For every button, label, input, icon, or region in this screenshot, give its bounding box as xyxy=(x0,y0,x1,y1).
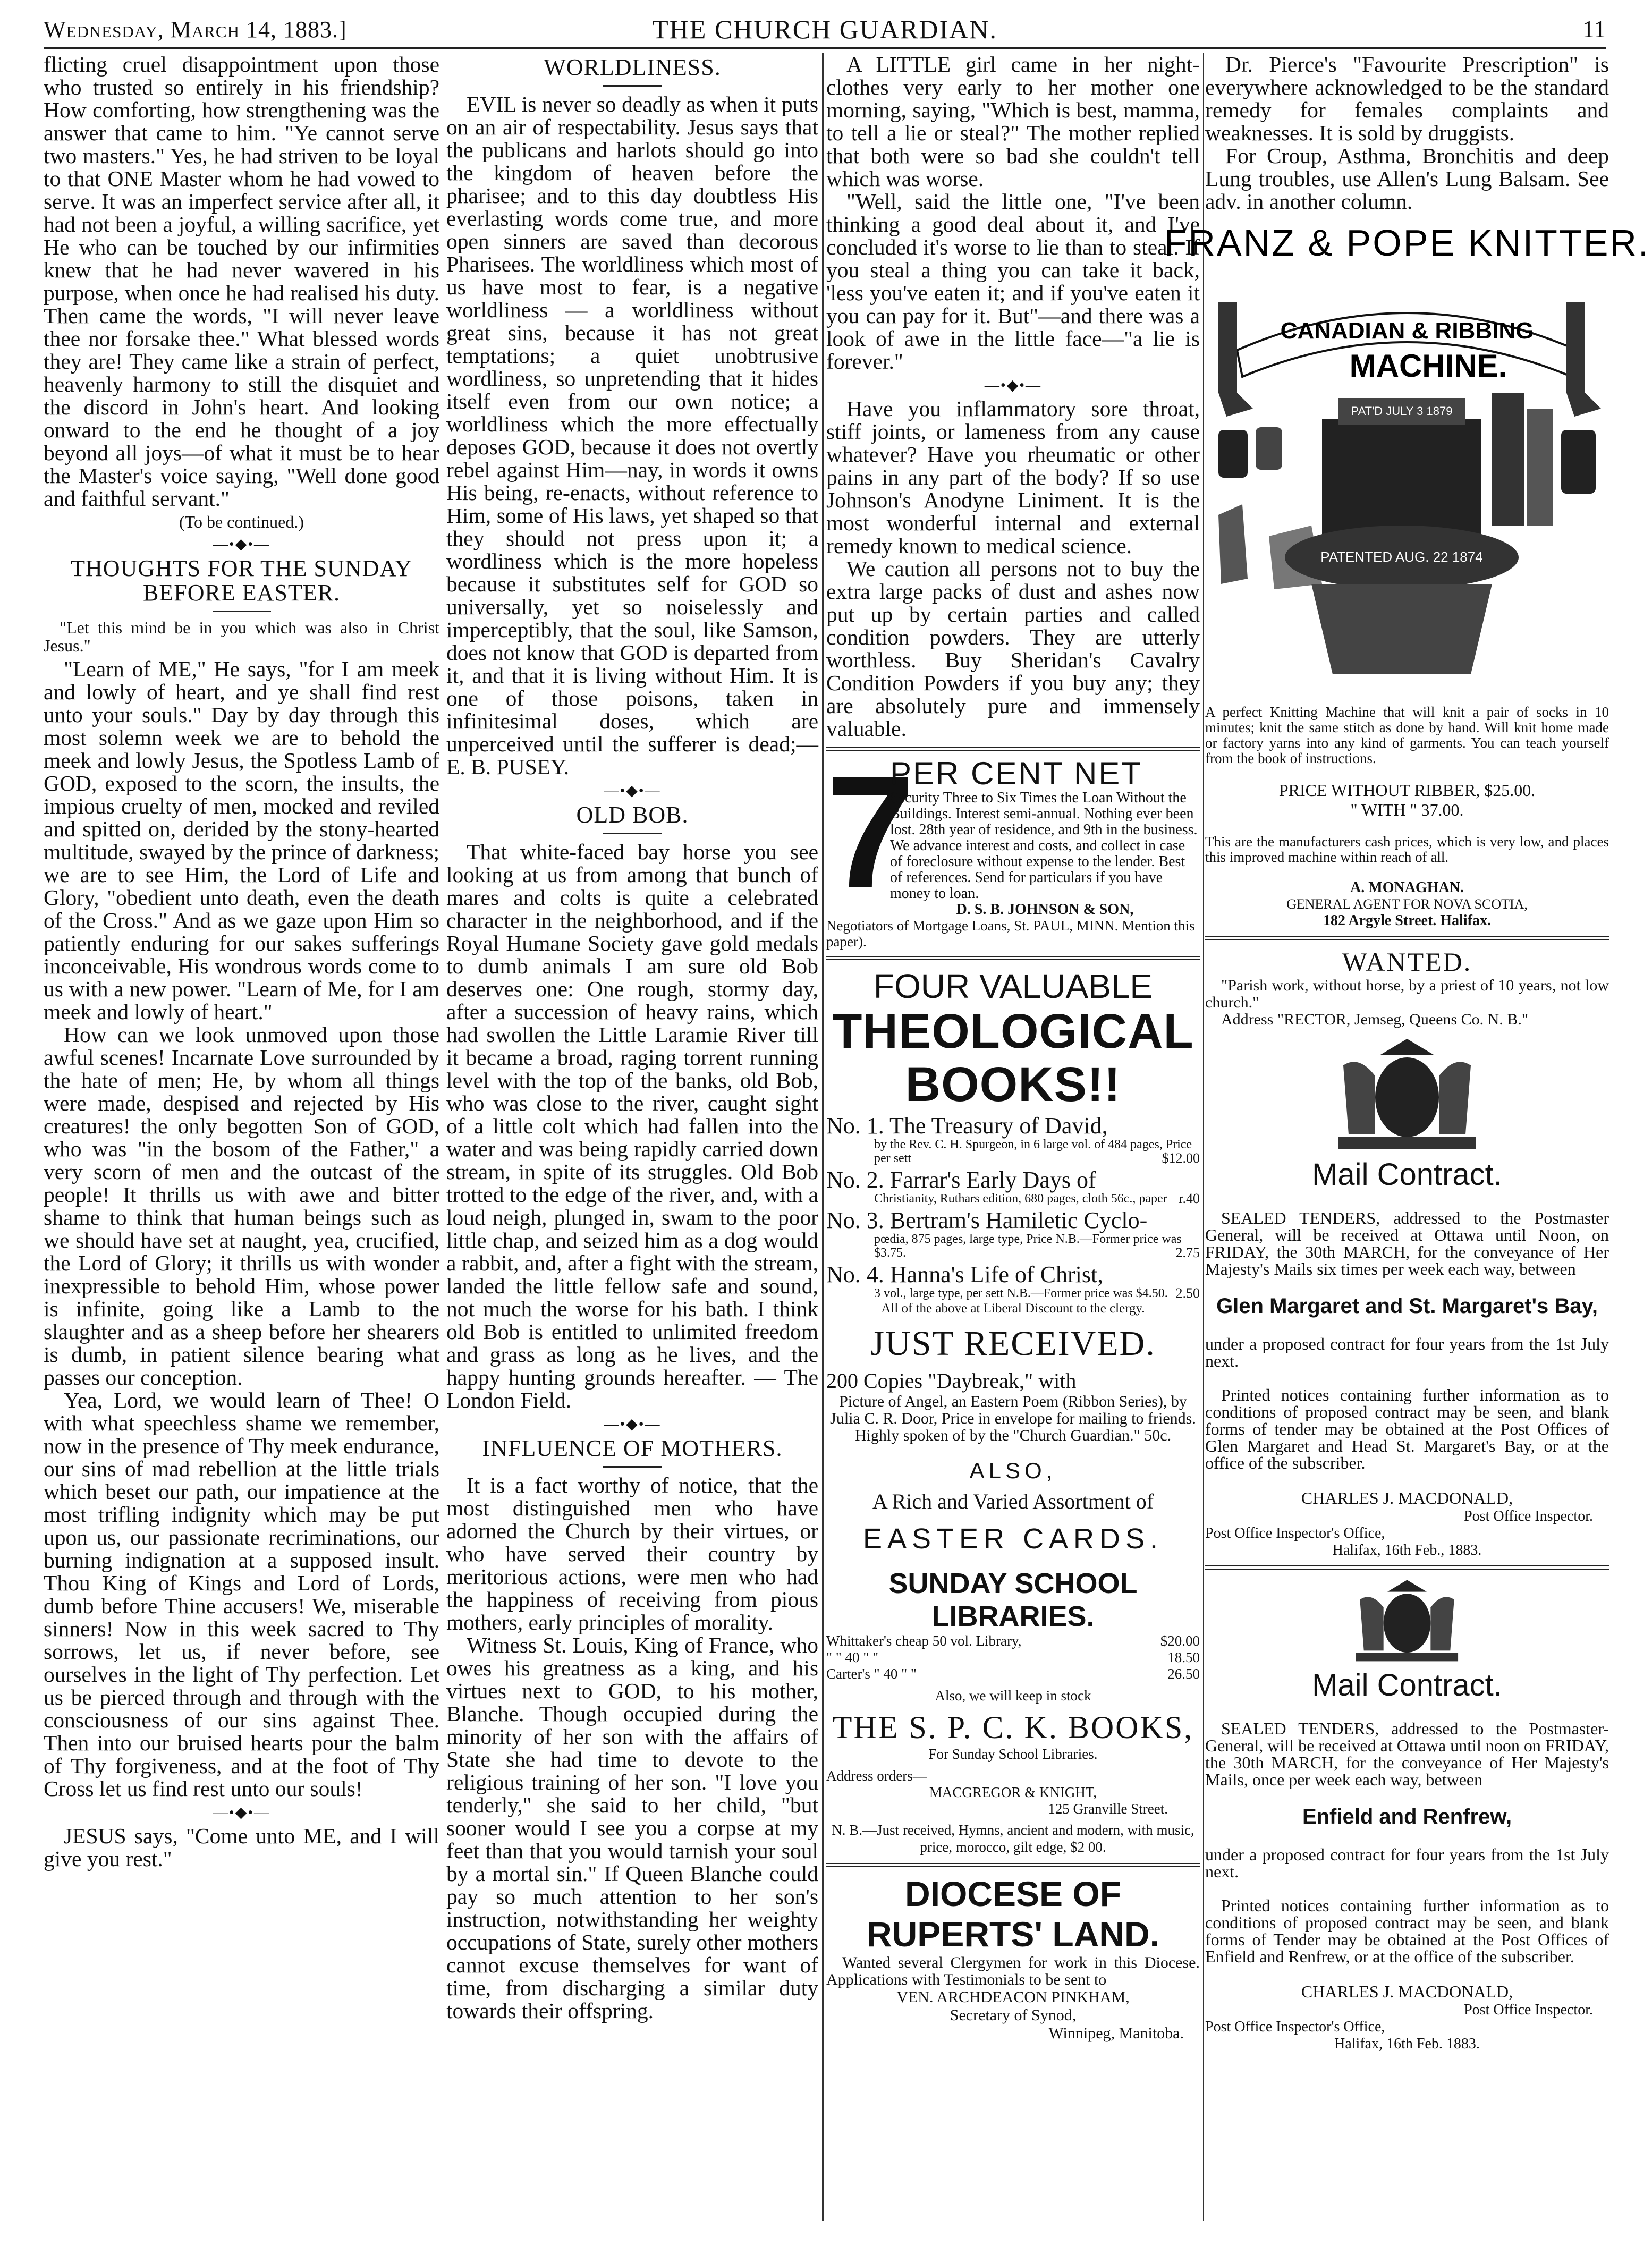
loan-firm-desc: Negotiators of Mortgage Loans, St. PAUL, MINN. Mention this paper). xyxy=(826,918,1195,950)
section-rule xyxy=(1205,936,1609,940)
article-paragraph: "Well, said the little one, "I've been thinking a good deal about it, and I've concluded it's worse to lie than to steal. If you steal a thing you can take it back, 'less you've eaten it; and if you've eaten it you can pay for it. But"—and there was a look of awe in the little face—"a lie is forever." xyxy=(826,189,1200,374)
book-desc: 3 vol., large type, per sett N.B.—Former price was $4.50. xyxy=(874,1286,1168,1300)
price-label: " WITH " xyxy=(1350,800,1417,819)
loan-advert xyxy=(826,742,1200,921)
office-name: Post Office Inspector's Office, xyxy=(1205,2019,1385,2035)
epigraph: "Let this mind be in you which was also in Christ Jesus." xyxy=(44,618,439,655)
book-number: No. 1. xyxy=(826,1113,884,1139)
banner-text: CANADIAN & RIBBING xyxy=(1280,318,1534,344)
heading-rule xyxy=(603,85,662,87)
spck-heading: THE S. P. C. K. BOOKS, xyxy=(832,1710,1194,1745)
ornament-divider: ―•◆•― xyxy=(984,377,1042,394)
machine-label: MACHINE. xyxy=(1349,348,1507,384)
article-heading: THOUGHTS FOR THE SUNDAY BEFORE EASTER. xyxy=(71,555,412,606)
column-1 xyxy=(44,53,439,2221)
library-price: 18.50 xyxy=(1167,1649,1200,1665)
ornament-divider: ―•◆•― xyxy=(213,1804,270,1821)
spck-subheading: For Sunday School Libraries. xyxy=(928,1746,1098,1762)
yarn-spool xyxy=(1492,393,1524,526)
library-name: " " 40 " " xyxy=(826,1649,879,1665)
article-paragraph: Witness St. Louis, King of France, who owes his greatness as a king, and his virtues next to GOD, to his mother, Blanche. Though occupied during the minority of her son with the affairs of State she had time to devote to the religious training of her son. "I love you tenderly," she said to her child, "but sooner would I see you a corpse at my feet than that you would tarnish your soul by a mortal sin." If Queen Blanche could pay so much attention to her son's instruction, notwithstanding her weighty occupations of State, surely other mothers cannot excuse themselves for want of time, from discharging a similar duty towards their offspring. xyxy=(446,1633,818,2023)
article-paragraph: EVIL is never so deadly as when it puts on an air of respectability. Jesus says that the publicans and harlots should go into the kingdom of heaven before the pharisee; and to this day doubtless His everlasting words come true, and more open sinners are saved than decorous Pharisees. The worldliness which most of us have most to fear, is a negative worldliness — a worldliness without great sins, because it has not great temptations; a quiet unobtrusive wordliness, so unpretending that it hides itself even from our own notice; a worldliness which the more effectually deposes GOD, because it does not overtly rebel against Him—nay, in words it owns His being, re-enacts, without reference to Him, some of His laws, yet shaped so that they should not press upon it; a wordliness which is the more hopeless because it substitutes self for GOD so universally, yet so noiselessly and imperceptibly, that the soul, like Samson, does not know that GOD is departed from it, and that it is living without Him. It is one of those poisons, taken in infinitesimal doses, which are unperceived until the sufferer is dead;—E. B. PUSEY. xyxy=(446,92,818,779)
article-paragraph: Yea, Lord, we would learn of Thee! O with what speechless shame we remember, now in the presence of Thy meek endurance, our sins of mad rebellion at the little trials which beset our path, our impatience at the most trifling indignity which may be put upon us, our passionate recriminations, our burning indignation at a supposed insult. Thou King of Kings and Lord of Lords, dumb before Thine accusers! We, miserable sinners! Now in this week sacred to Thy sorrows, let us, if never before, see ourselves in the light of Thy perfection. Let us be pierced through and through with the consciousness of our sins against Thee. Then into our bruised hearts pour the balm of Thy forgiveness, and at the foot of Thy Cross let us find rest unto our souls! xyxy=(44,1388,439,1801)
column-rule xyxy=(822,53,824,2221)
stock-note: Also, we will keep in stock xyxy=(935,1688,1091,1704)
book-price: 2.50 xyxy=(1175,1285,1200,1301)
column-rule xyxy=(443,53,444,2221)
book-item xyxy=(826,1263,1200,1300)
book-title: Farrar's Early Days of xyxy=(889,1167,1096,1193)
ornament-divider: ―•◆•― xyxy=(604,1416,661,1433)
book-item xyxy=(826,1209,1200,1260)
lung-balsam-advert: For Croup, Asthma, Bronchitis and deep Lung troubles, use Allen's Lung Balsam. See adv. in another column. xyxy=(1205,143,1609,214)
tender-text: under a proposed contract for four years from the 1st July next. xyxy=(1205,1334,1609,1370)
address-street: 125 Granville Street. xyxy=(1048,1801,1168,1817)
signature-name: CHARLES J. MACDONALD, xyxy=(1301,1488,1513,1507)
agent-address: 182 Argyle Street. Halifax. xyxy=(1323,912,1491,929)
books-heading-2: THEOLOGICAL BOOKS!! xyxy=(832,1004,1194,1112)
book-desc: Christianity, Ruthars edition, 680 pages, cloth 56c., paper xyxy=(874,1192,1167,1206)
library-price: 26.50 xyxy=(1167,1666,1200,1682)
article-paragraph: How can we look unmoved upon those awful scenes! Incarnate Love surrounded by the hate of men; He, by whom all things were made, despised and rejected by His creatures! the only begotten Son of GOD, who was "in the bosom of the Father," a very scorn of men and the outcast of the people! It thrills us with awe and bitter shame to think that human beings such as we should have set at naught, yea, crucified, the Lord of Glory; it thrills us with wonder inexpressible to behold Him, whose power is infinite, going like a Lamb to the slaughter and as a sheep before her shearers is dumb, in patient silence bearing what passes our conception. xyxy=(44,1022,439,1390)
also-label: ALSO, xyxy=(969,1458,1057,1483)
books-note: All of the above at Liberal Discount to the clergy. xyxy=(881,1301,1145,1316)
section-rule xyxy=(1205,1565,1609,1570)
knitter-caption: A perfect Knitting Machine that will knit a pair of socks in 10 minutes; knit the same stitch as done by hand. Will knit home made or factory yarns into any kind of garments. You can teach yourself from the book of instructions. xyxy=(1205,704,1609,766)
patent-plate: PAT'D JULY 3 1879 xyxy=(1351,404,1453,418)
tender-text: Printed notices containing further information as to conditions of proposed contract may be seen, and blank forms of Tender may be obtained at the Post Offices of Enfield and Renfrew, or at the office of the subscriber. xyxy=(1205,1896,1609,1966)
column-3 xyxy=(826,53,1200,2221)
book-item xyxy=(826,1114,1200,1165)
article-paragraph: It is a fact worthy of notice, that the most distinguished men who have adorned the Church by their virtues, or who have served their country by meritorious actions, were men who had the happiness of receiving from pious mothers, early principles of morality. xyxy=(446,1473,818,1634)
diocese-heading: DIOCESE OF RUPERTS' LAND. xyxy=(866,1874,1160,1954)
tender-text: Printed notices containing further information as to conditions of proposed contract may be seen, and blank forms of tender may be obtained at the Post Offices of Glen Margaret and Head St. Margaret's Bay, or at the office of the subscriber. xyxy=(1205,1385,1609,1472)
ornament-divider: ―•◆•― xyxy=(213,536,270,553)
mail-route: Enfield and Renfrew, xyxy=(1302,1805,1512,1828)
daybreak-price: 50c. xyxy=(1144,1427,1172,1444)
hymns-note: N. B.—Just received, Hymns, ancient and modern, with music, price, morocco, gilt edge, $2 00. xyxy=(832,1822,1194,1855)
office-date: Halifax, 16th Feb. 1883. xyxy=(1334,2036,1480,2052)
book-title: Hanna's Life of Christ, xyxy=(889,1261,1104,1287)
article-paragraph: A LITTLE girl came in her night-clothes very early to her mother one morning, saying, "Which is best, mamma, to tell a lie or steal?" The mother replied that both were so bad she couldn't tell which was worse. xyxy=(826,52,1200,191)
liniment-advert: Have you inflammatory sore throat, stiff joints, or lameness from any cause whatever? Have you rheumatic or other pains in any part of the body? If so use Johnson's Anodyne Liniment. It is the most wonderful internal and external remedy known to medical science. xyxy=(826,396,1200,558)
mitten-icon xyxy=(1218,430,1248,478)
table-row xyxy=(826,1633,1200,1649)
tender-text: under a proposed contract for four years from the 1st July next. xyxy=(1205,1845,1609,1881)
column-2 xyxy=(446,53,818,2221)
heading-rule xyxy=(603,833,662,834)
column-rule xyxy=(1202,53,1204,2221)
newspaper-title: THE CHURCH GUARDIAN. xyxy=(652,14,997,44)
table-row xyxy=(826,1649,1200,1666)
price-label: PRICE WITHOUT RIBBER, xyxy=(1278,781,1480,800)
glove-icon xyxy=(1561,430,1596,494)
mitten-icon xyxy=(1256,427,1282,470)
agent-name: A. MONAGHAN. xyxy=(1350,879,1464,896)
wanted-text: "Parish work, without horse, by a priest of 10 years, not low church." xyxy=(1205,977,1609,1011)
wanted-heading: WANTED. xyxy=(1342,947,1472,977)
knitting-machine-illustration xyxy=(1164,217,1650,690)
tender-text: SEALED TENDERS, addressed to the Postmaster General, will be received at Ottawa until Noon, on FRIDAY, the 30th MARCH, for the conveyance of Her Majesty's Mails six times per week each way, between xyxy=(1205,1208,1609,1278)
section-rule xyxy=(826,1863,1200,1867)
address-label: Address orders— xyxy=(826,1768,927,1784)
clergy-wanted: Wanted several Clergymen for work in this Diocese. Applications with Testimonials to be sent to xyxy=(826,1954,1200,1988)
price-note: This are the manufacturers cash prices, which is very low, and places this improved machine within reach of all. xyxy=(1205,834,1609,865)
article-heading: OLD BOB. xyxy=(576,802,689,828)
article-heading: INFLUENCE OF MOTHERS. xyxy=(482,1435,783,1461)
wanted-address: Address "RECTOR, Jemseg, Queens Co. N. B." xyxy=(1221,1011,1529,1028)
book-price: r.40 xyxy=(1179,1191,1200,1206)
loan-seven: 7 xyxy=(826,742,915,921)
section-rule xyxy=(826,956,1200,960)
masthead xyxy=(44,10,1606,49)
issue-date: Wednesday, March 14, 1883.] xyxy=(44,16,347,43)
daybreak-title: 200 Copies "Daybreak," with xyxy=(826,1369,1077,1393)
ornament-divider: ―•◆•― xyxy=(604,783,661,799)
book-number: No. 3. xyxy=(826,1207,884,1233)
signature-title: Post Office Inspector. xyxy=(1464,1508,1593,1524)
just-received-heading: JUST RECEIVED. xyxy=(870,1324,1156,1363)
daybreak-text: Picture of Angel, an Eastern Poem (Ribbon Series), by Julia C. R. Door, Price in envelope for mailing to friends. Highly spoken of by the "Church Guardian." xyxy=(830,1393,1196,1444)
loan-title: PER CENT NET xyxy=(890,756,1142,791)
signature-name: CHARLES J. MACDONALD, xyxy=(1301,1982,1513,2001)
signature-title: Post Office Inspector. xyxy=(1464,2002,1593,2018)
price-line xyxy=(1205,800,1609,820)
prescription-advert: Dr. Pierce's "Favourite Prescription" is everywhere acknowledged to be the standard remedy for females complaints and weaknesses. It is sold by druggists. xyxy=(1205,52,1609,145)
price-value: 37.00. xyxy=(1421,800,1464,819)
synod-secretary: Secretary of Synod, xyxy=(950,2006,1077,2024)
book-price: $12.00 xyxy=(1162,1150,1200,1166)
tender-text: SEALED TENDERS, addressed to the Postmaster-General, will be received at Ottawa until noon on FRIDAY, the 30th MARCH, for the conveyance of Her Majesty's Mails, once per week each way, between xyxy=(1205,1719,1609,1789)
royal-crest-icon xyxy=(1301,1033,1513,1156)
page-number: 11 xyxy=(1582,15,1606,43)
office-name: Post Office Inspector's Office, xyxy=(1205,1525,1385,1541)
office-date: Halifax, 16th Feb., 1883. xyxy=(1332,1542,1482,1558)
continued-note: (To be continued.) xyxy=(179,512,304,531)
sock-icon xyxy=(1566,302,1601,417)
books-heading: FOUR VALUABLE xyxy=(873,967,1153,1005)
article-heading: WORLDLINESS. xyxy=(544,54,721,80)
mail-route: Glen Margaret and St. Margaret's Bay, xyxy=(1216,1294,1598,1318)
knitter-title: FRANZ & POPE KNITTER. xyxy=(1164,222,1650,264)
mail-contract-heading: Mail Contract. xyxy=(1312,1157,1502,1192)
loan-text: Security Three to Six Times the Loan Without the Buildings. Interest semi-annual. Nothing ever been lost. 28th year of residence, and 9th in the business. We advance interest and costs, and collect in case of foreclosure without expense to the lender. Best of references. Send for particulars if you have money to loan. xyxy=(890,790,1198,902)
book-item xyxy=(826,1168,1200,1206)
article-paragraph: That white-faced bay horse you see looking at us from among that bunch of mares and colts is quite a celebrated character in the neighborhood, and if the Royal Humane Society gave gold medals to dumb animals I am sure old Bob deserves one: One rough, stormy day, after a succession of heavy rains, which had swollen the Little Laramie River till it became a broad, raging torrent running level with the top of the banks, old Bob, who was close to the river, caught sight of a little colt which had fallen into the water and was being rapidly carried down stream, in spite of its struggles. Old Bob trotted to the edge of the river, and, with a loud neigh, plunged in, swam to the poor little chap, and seized him as a dog would a rabbit, and, after a fight with the stream, landed the little fellow safe and sound, not much the worse for his bath. I think old Bob is entitled to unlimited freedom and grass as long as he lives, and the happy hunting grounds hereafter. — The London Field. xyxy=(446,840,818,1412)
loan-body xyxy=(890,757,1200,918)
stocking-icon xyxy=(1218,504,1248,584)
price-value: $25.00. xyxy=(1484,781,1536,800)
heading-rule xyxy=(213,611,271,612)
book-list xyxy=(826,1114,1200,1300)
winnipeg-address: Winnipeg, Manitoba. xyxy=(1048,2024,1184,2042)
library-name: Carter's " 40 " " xyxy=(826,1666,917,1682)
agent-title: GENERAL AGENT FOR NOVA SCOTIA, xyxy=(1286,896,1528,912)
heading-rule xyxy=(603,1466,662,1468)
book-price: 2.75 xyxy=(1175,1245,1200,1260)
machine-body xyxy=(1322,419,1481,536)
article-paragraph: "Learn of ME," He says, "for I am meek and lowly of heart, and ye shall find rest unto your souls." Day by day through this most solemn week we are to behold the meek and lowly Jesus, the Spotless Lamb of GOD, exposed to the scorn, the insults, the impious cruelty of men, mocked and reviled and spitted on, derided by the stony-hearted multitude, swayed by the prince of darkness; we are to see Him, the Lord of Life and Glory, "obedient unto death, even the death of the Cross." And as we gaze upon Him so patiently enduring for our sakes sufferings inconceivable, His wondrous words come to us with a new power. "Learn of Me, for I am meek and lowly of heart." xyxy=(44,657,439,1024)
daybreak-desc xyxy=(826,1393,1200,1444)
libraries-heading: SUNDAY SCHOOL LIBRARIES. xyxy=(888,1568,1138,1632)
article-paragraph: flicting cruel disappointment upon those who trusted so entirely in his friendship? How comforting, how strengthening was the answer that came to him. "Ye cannot serve two masters." Yes, he had striven to be loyal to that ONE Master whom he had vowed to serve. It was an imperfect service after all, it had not been a joyful, a willing sacrifice, yet He who can be touched by our infirmities knew that he had never wavered in his purpose, when once he had realised his duty. Then came the words, "I will never leave thee nor forsake thee." What blessed words they are! They came like a strain of perfect, heavenly harmony to still the disquiet and the discord in John's heart. And looking onward to the end he thought of a joy beyond all joys—of what it must be to hear the Master's voice saying, "Well done good and faithful servant." xyxy=(44,52,439,511)
book-desc: by the Rev. C. H. Spurgeon, in 6 large vol. of 484 pages, Price per sett xyxy=(874,1138,1192,1165)
assortment-text: A Rich and Varied Assortment of xyxy=(872,1489,1154,1513)
table-row xyxy=(826,1666,1200,1682)
book-number: No. 4. xyxy=(826,1261,884,1287)
knitter-advert xyxy=(1164,217,1650,690)
address-firm: MACGREGOR & KNIGHT, xyxy=(929,1784,1097,1800)
easter-cards-heading: EASTER CARDS. xyxy=(862,1523,1164,1555)
royal-crest-icon xyxy=(1301,1576,1513,1666)
machine-stand xyxy=(1311,584,1492,674)
powders-advert: We caution all persons not to buy the extra large packs of dust and ashes now put up by certain parties and called condition powders. They are utterly worthless. Buy Sheridan's Cavalry Condition Powders if you buy any; they are absolutely pure and immensely valuable. xyxy=(826,556,1200,741)
library-name: Whittaker's cheap 50 vol. Library, xyxy=(826,1633,1022,1649)
article-paragraph: JESUS says, "Come unto ME, and I will give you rest." xyxy=(44,1824,439,1871)
archdeacon-name: VEN. ARCHDEACON PINKHAM, xyxy=(896,1988,1130,2006)
mail-contract-heading: Mail Contract. xyxy=(1312,1668,1502,1702)
book-number: No. 2. xyxy=(826,1167,884,1193)
book-title: Bertram's Hamiletic Cyclo- xyxy=(889,1207,1148,1233)
patented-plate: PATENTED AUG. 22 1874 xyxy=(1320,549,1483,565)
library-price: $20.00 xyxy=(1160,1633,1200,1649)
yarn-spool xyxy=(1527,409,1553,526)
loan-firm: D. S. B. JOHNSON & SON, xyxy=(956,901,1134,918)
price-line xyxy=(1205,781,1609,800)
book-desc: pœdia, 875 pages, large type, Price N.B.—Former price was $3.75. xyxy=(874,1232,1182,1260)
book-title: The Treasury of David, xyxy=(889,1113,1108,1139)
library-price-table xyxy=(826,1633,1200,1682)
